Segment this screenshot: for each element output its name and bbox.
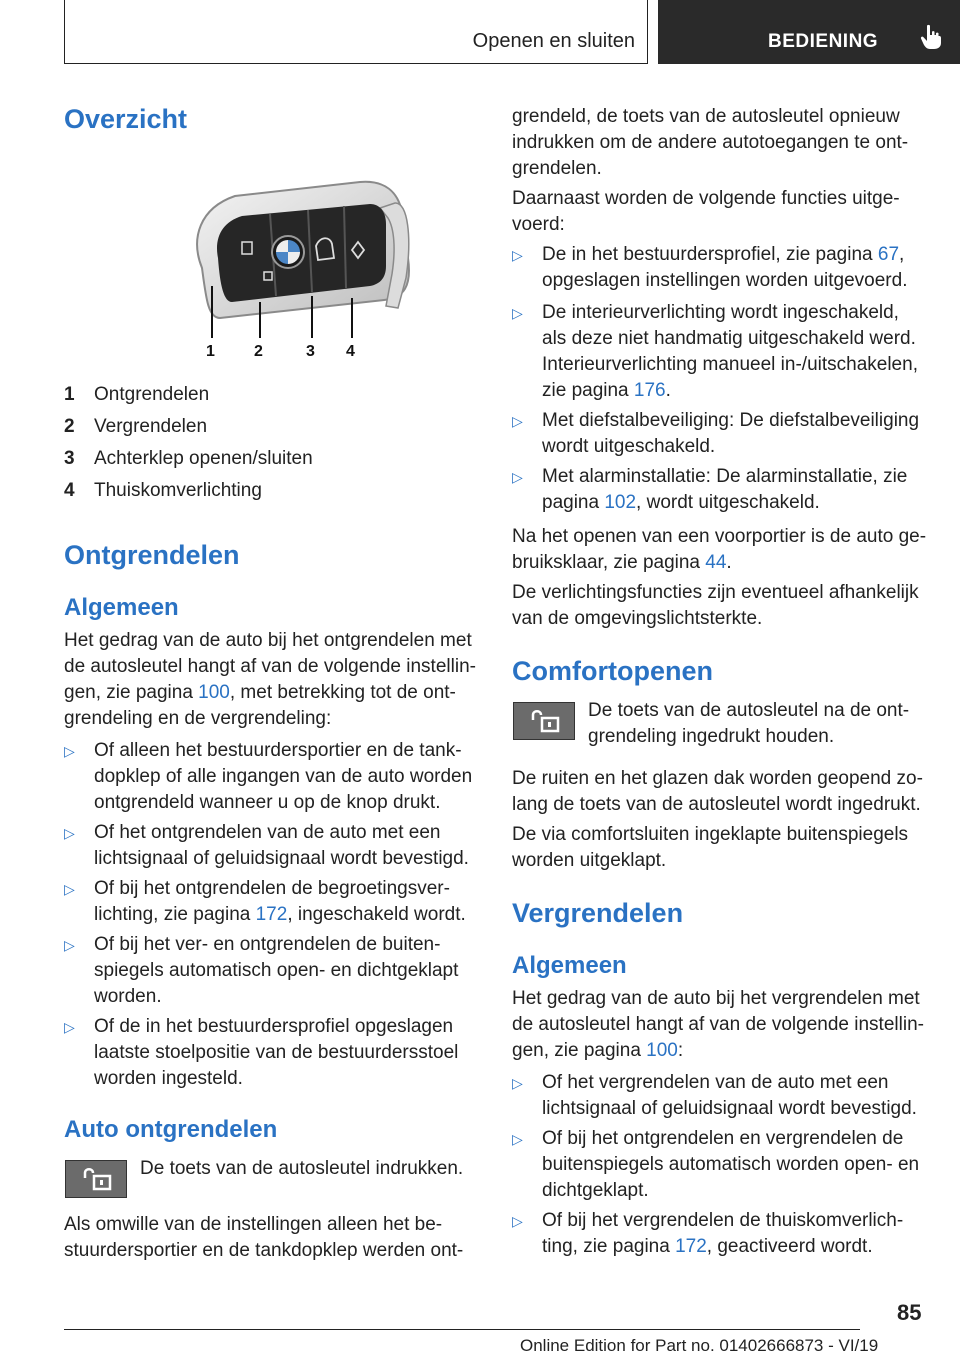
page-link[interactable]: 176 bbox=[633, 380, 666, 401]
footer-divider bbox=[64, 1329, 860, 1330]
triangle-bullet-icon: ▷ bbox=[512, 413, 523, 429]
page-link[interactable]: 172 bbox=[675, 1236, 707, 1257]
footer-edition: Online Edition for Part no. 01402666873 - VI/19 bbox=[520, 1336, 879, 1355]
unlock-button-image bbox=[65, 1160, 127, 1198]
paragraph-daarnaast: Daarnaast worden de volgende functies uitge- voerd: bbox=[512, 188, 900, 235]
callout-1: 1 bbox=[206, 343, 215, 360]
paragraph-comfort-ruiten: De ruiten en het glazen dak worden geopend zo- lang de toets van de autosleutel wordt ingedrukt. bbox=[512, 768, 923, 815]
subheading-algemeen: Algemeen bbox=[64, 594, 179, 621]
header-section-title: Openen en sluiten bbox=[472, 30, 635, 52]
triangle-bullet-icon: ▷ bbox=[512, 247, 523, 263]
page-link[interactable]: 44 bbox=[705, 552, 727, 573]
triangle-bullet-icon: ▷ bbox=[512, 305, 523, 321]
unlock-icon bbox=[528, 708, 562, 734]
legend-num: 3 bbox=[64, 448, 75, 469]
paragraph-intro: Het gedrag van de auto bij het ontgrendelen met de autosleutel hangt af van de volgende instellin- gen, zie pagina 100, met betrekking tot de ont- grendeling en de vergrendeling: bbox=[64, 630, 476, 729]
heading-vergrendelen: Vergrendelen bbox=[512, 898, 684, 928]
paragraph-continued: grendeld, de toets van de autosleutel opnieuw indrukken om de andere autotoegangen te ont- grendelen. bbox=[512, 106, 909, 179]
page-link[interactable]: 102 bbox=[604, 492, 637, 513]
unlock-icon bbox=[80, 1166, 114, 1192]
triangle-bullet-icon: ▷ bbox=[512, 469, 523, 485]
paragraph-verlichting: De verlichtingsfuncties zijn eventueel afhankelijk van de omgevingslichtsterkte. bbox=[512, 582, 919, 629]
triangle-bullet-icon: ▷ bbox=[512, 1075, 523, 1091]
heading-ontgrendelen: Ontgrendelen bbox=[64, 540, 240, 570]
callout-3: 3 bbox=[306, 343, 315, 360]
legend-text: Thuiskomverlichting bbox=[94, 480, 262, 501]
legend-text: Achterklep openen/sluiten bbox=[94, 448, 313, 469]
triangle-bullet-icon: ▷ bbox=[64, 937, 75, 953]
triangle-bullet-icon: ▷ bbox=[64, 743, 75, 759]
legend-num: 4 bbox=[64, 480, 75, 501]
auto-ontgrendelen-instruction: De toets van de autosleutel indrukken. bbox=[140, 1158, 464, 1179]
subheading-auto-ontgrendelen: Auto ontgrendelen bbox=[64, 1116, 278, 1143]
paragraph-na-het-openen: Na het openen van een voorportier is de auto ge- bruiksklaar, zie pagina 44. bbox=[512, 526, 927, 573]
page-link[interactable]: 172 bbox=[255, 904, 288, 925]
page-link[interactable]: 67 bbox=[877, 244, 900, 265]
header-section-box bbox=[64, 0, 648, 64]
paragraph-comfort-spiegels: De via comfortsluiten ingeklapte buitenspiegels worden uitgeklapt. bbox=[512, 824, 909, 871]
paragraph-auto-ontgrendelen: Als omwille van de instellingen alleen het be- stuurdersportier en de tankdopklep werden ont- bbox=[64, 1214, 464, 1261]
heading-comfortopenen: Comfortopenen bbox=[512, 656, 713, 686]
callout-4: 4 bbox=[346, 343, 355, 360]
page-number: 85 bbox=[897, 1300, 922, 1325]
subheading-algemeen-vergrendelen: Algemeen bbox=[512, 952, 627, 979]
comfortopenen-instruction: De toets van de autosleutel na de ont- grendeling ingedrukt houden. bbox=[588, 700, 910, 747]
triangle-bullet-icon: ▷ bbox=[64, 881, 75, 897]
paragraph-vergrendelen-intro: Het gedrag van de auto bij het vergrendelen met de autosleutel hangt af van de volgende instellin- gen, zie pagina 100: bbox=[512, 988, 924, 1061]
triangle-bullet-icon: ▷ bbox=[512, 1131, 523, 1147]
unlock-button-image bbox=[513, 702, 575, 740]
callout-2: 2 bbox=[254, 343, 263, 360]
hand-pointer-icon bbox=[920, 24, 942, 50]
legend-text: Ontgrendelen bbox=[94, 384, 210, 405]
legend-num: 2 bbox=[64, 416, 75, 437]
key-fob-image bbox=[180, 178, 420, 363]
header-chapter-box bbox=[658, 0, 960, 64]
page-link[interactable]: 100 bbox=[198, 682, 230, 703]
heading-overzicht: Overzicht bbox=[64, 104, 188, 134]
header-chapter-title: BEDIENING bbox=[768, 31, 879, 52]
page-link[interactable]: 100 bbox=[646, 1040, 678, 1061]
triangle-bullet-icon: ▷ bbox=[64, 825, 75, 841]
legend-num: 1 bbox=[64, 384, 75, 405]
legend-text: Vergrendelen bbox=[94, 416, 208, 437]
triangle-bullet-icon: ▷ bbox=[64, 1019, 75, 1035]
triangle-bullet-icon: ▷ bbox=[512, 1213, 523, 1229]
